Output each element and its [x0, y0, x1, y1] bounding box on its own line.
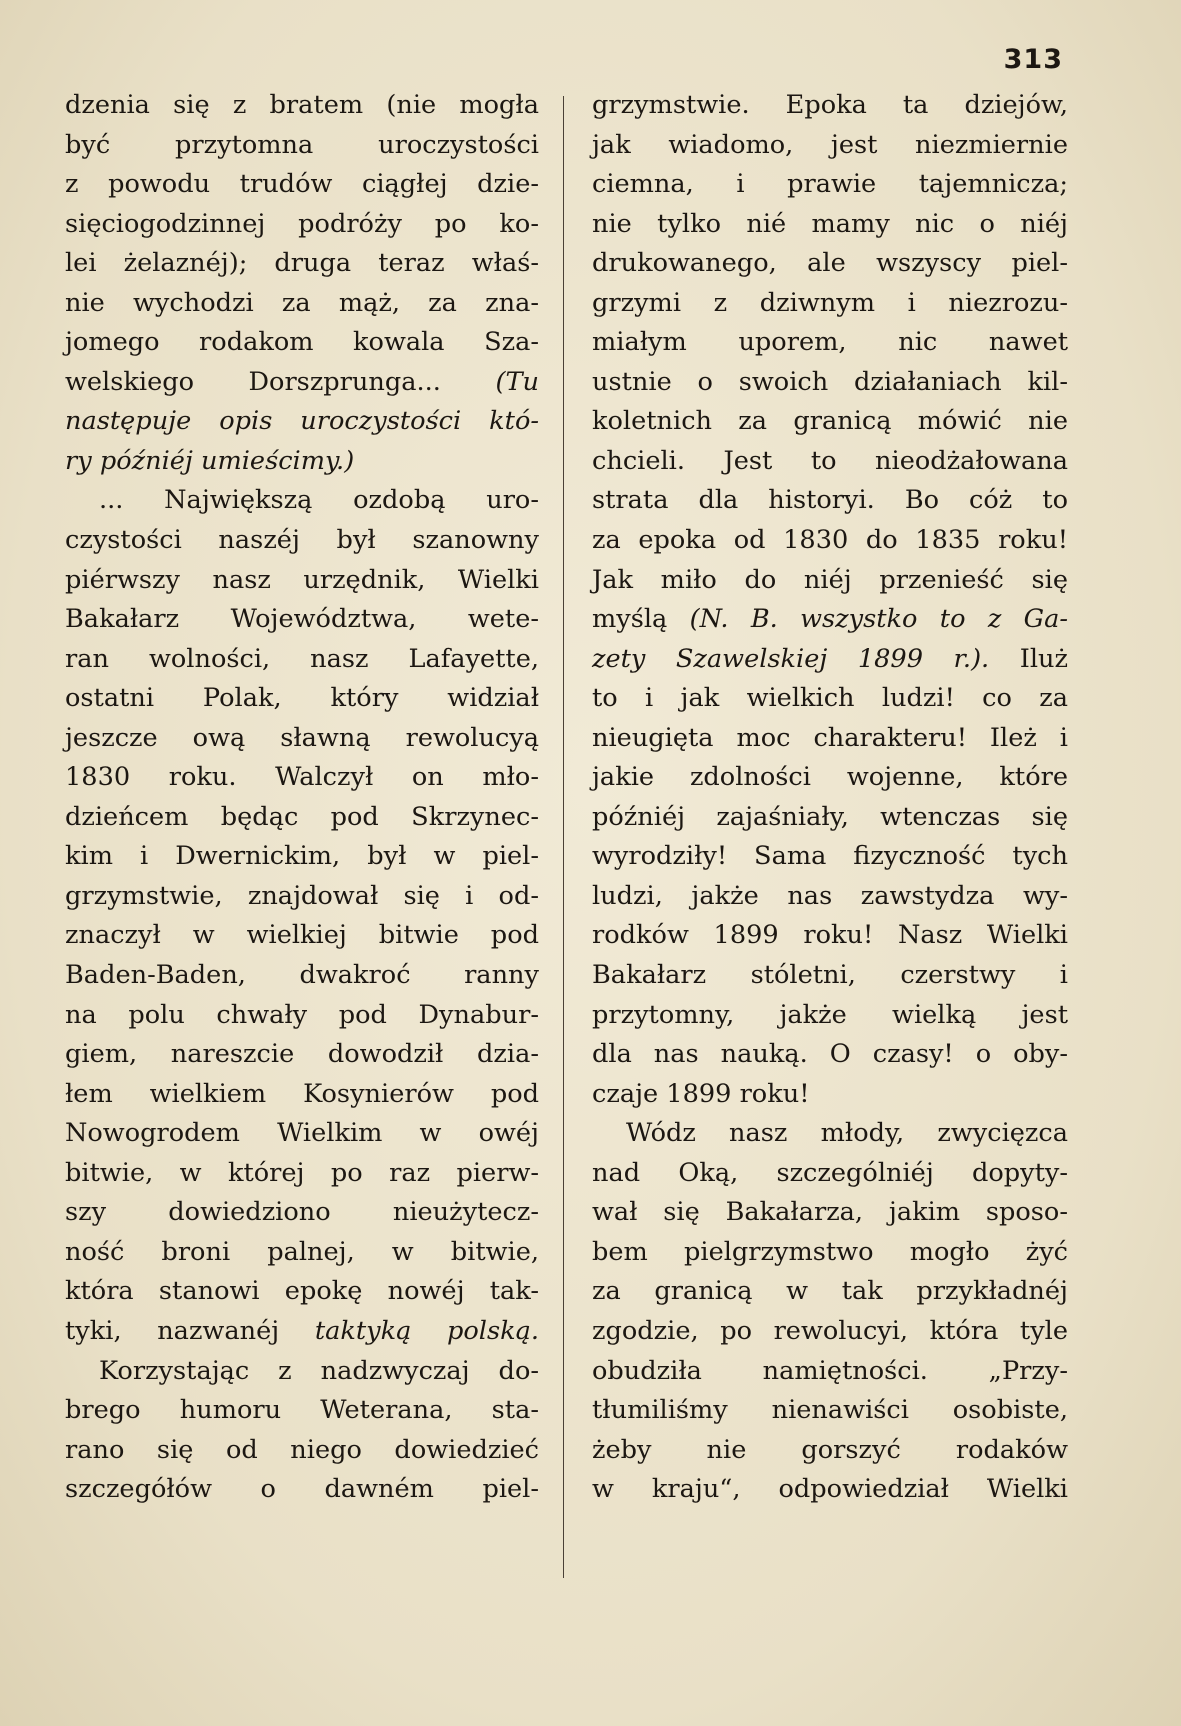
italic-text: (Tu	[495, 366, 539, 397]
text-line	[592, 165, 1068, 205]
line-text: jomego rodakom kowala Sza-	[65, 327, 539, 358]
line-text: jakie zdolności wojenne, które	[592, 762, 1068, 793]
line-text: dzieńcem będąc pod Skrzyneс-	[65, 801, 539, 832]
line-text: za epoka od 1830 do 1835 roku!	[592, 525, 1068, 556]
line-text: z powodu trudów ciągłej dzie-	[65, 169, 539, 200]
text-line	[592, 640, 1068, 680]
text-line	[65, 956, 539, 996]
text-line	[65, 679, 539, 719]
text-line	[65, 1193, 539, 1233]
line-text: Bakałarz stóletni, czerstwy i	[592, 960, 1068, 991]
line-text: być przytomna uroczystości	[65, 129, 539, 160]
line-text: grzymstwie. Epoka ta dziejów,	[592, 90, 1068, 120]
text-line	[592, 205, 1068, 245]
line-text: Wódz nasz młody, zwycięzca	[626, 1118, 1068, 1149]
line-text: piérwszy nasz urzędnik, Wielki	[65, 564, 539, 595]
line-text: tłumiliśmy nienawiści osobiste,	[592, 1395, 1068, 1426]
column-divider	[563, 96, 564, 1578]
italic-text: ry późniéj umieścimy.)	[65, 445, 355, 476]
line-text: ostatni Polak, który widział	[65, 683, 539, 714]
line-text: grzymi z dziwnym i niezrozu-	[592, 287, 1068, 318]
line-text: rodków 1899 roku! Nasz Wielki	[592, 920, 1068, 951]
text-line	[592, 1035, 1068, 1075]
line-text: ciemna, i prawie tajemnicza;	[592, 169, 1068, 200]
text-line	[65, 1233, 539, 1273]
text-line	[592, 1233, 1068, 1273]
text-line	[592, 996, 1068, 1036]
text-line	[592, 402, 1068, 442]
text-line	[592, 600, 1068, 640]
line-text: giem, nareszcie dowodził dzia-	[65, 1039, 539, 1070]
text-line	[592, 1352, 1068, 1392]
text-line	[65, 1035, 539, 1075]
line-text: która stanowi epokę nowéj tak-	[65, 1276, 539, 1307]
text-line	[65, 640, 539, 680]
text-line	[65, 916, 539, 956]
text-line	[592, 1431, 1068, 1471]
line-text: ludzi, jakże nas zawstydza wy-	[592, 880, 1068, 911]
line-text: kim i Dwernickim, był w piel-	[65, 841, 539, 872]
text-line	[65, 442, 539, 482]
line-text: zgodzie, po rewolucyi, która tyle	[592, 1315, 1068, 1346]
line-text: jeszcze ową sławną rewolucyą	[65, 722, 539, 753]
line-text: szy dowiedziono nieużytecz-	[65, 1197, 539, 1228]
line-text: brego humoru Weterana, sta-	[65, 1395, 539, 1426]
text-line	[592, 561, 1068, 601]
text-line	[592, 956, 1068, 996]
text-line	[65, 719, 539, 759]
text-line	[65, 1431, 539, 1471]
text-line	[592, 442, 1068, 482]
text-line	[65, 561, 539, 601]
line-text: za granicą w tak przykładnéj	[592, 1276, 1068, 1307]
line-text: ... Największą ozdobą uro-	[99, 485, 539, 516]
text-line	[65, 758, 539, 798]
line-text: chcieli. Jest to nieodżałowana	[592, 445, 1068, 476]
line-text: grzymstwie, znajdował się i od-	[65, 880, 539, 911]
line-text: drukowanego, ale wszyscy piel-	[592, 248, 1068, 279]
line-text: Korzystając z nadzwyczaj do-	[99, 1355, 539, 1386]
text-line	[592, 284, 1068, 324]
text-line	[592, 877, 1068, 917]
text-line	[592, 86, 1068, 126]
text-line	[65, 1470, 539, 1510]
text-line	[592, 916, 1068, 956]
text-line	[592, 1470, 1068, 1510]
line-text: Jak miło do niéj przenieść się	[592, 564, 1068, 595]
text-line	[65, 481, 539, 521]
text-line	[65, 1391, 539, 1431]
line-text: sięciogodzinnej podróży po ko-	[65, 208, 539, 239]
text-line	[65, 165, 539, 205]
text-line	[592, 521, 1068, 561]
line-text: to i jak wielkich ludzi! co za	[592, 683, 1068, 714]
text-line	[65, 244, 539, 284]
line-text: rano się od niego dowiedzieć	[65, 1434, 539, 1465]
line-text: ustnie o swoich działaniach kil-	[592, 366, 1068, 397]
line-text: ność broni palnej, w bitwie,	[65, 1236, 539, 1267]
line-text: ran wolności, nasz Lafayette,	[65, 643, 539, 674]
line-text: wał się Bakałarza, jakim sposo-	[592, 1197, 1068, 1228]
line-text: łem wielkiem Kosynierów pod	[65, 1078, 539, 1109]
line-text: dla nas nauką. O czasy! o oby-	[592, 1039, 1068, 1070]
text-line	[592, 323, 1068, 363]
text-line	[592, 1114, 1068, 1154]
text-line	[65, 284, 539, 324]
line-text: lei żelaznéj); druga teraz właś-	[65, 248, 539, 279]
line-text: strata dla historyi. Bo cóż to	[592, 485, 1068, 516]
text-line	[65, 1272, 539, 1312]
text-line	[65, 877, 539, 917]
text-line	[65, 837, 539, 877]
text-line	[592, 1272, 1068, 1312]
italic-text: taktyką polską.	[314, 1315, 540, 1346]
line-text: jak wiadomo, jest niezmiernie	[592, 129, 1068, 160]
line-text: nie wychodzi za mąż, za zna-	[65, 287, 539, 318]
line-text: nie tylko nié mamy nic o niéj	[592, 208, 1068, 239]
line-text: bem pielgrzymstwo mogło żyć	[592, 1236, 1068, 1267]
line-text: 1830 roku. Walczył on mło-	[65, 762, 539, 793]
line-text: szczegółów o dawném piel-	[65, 1474, 539, 1505]
text-line	[592, 758, 1068, 798]
text-line	[65, 126, 539, 166]
text-line	[65, 996, 539, 1036]
text-line	[592, 1312, 1068, 1352]
text-line	[65, 1154, 539, 1194]
text-line	[592, 1154, 1068, 1194]
text-line	[65, 86, 539, 126]
text-line	[592, 1193, 1068, 1233]
line-text: dzenia się z bratem (nie mogła	[65, 90, 539, 120]
italic-text: zety Szawelskiej 1899 r.).	[592, 643, 990, 674]
line-text: przytomny, jakże wielką jest	[592, 999, 1068, 1030]
line-text: Nowogrodem Wielkim w owéj	[65, 1118, 539, 1149]
text-line	[592, 1391, 1068, 1431]
text-line	[65, 205, 539, 245]
text-line	[65, 363, 539, 403]
text-line	[592, 126, 1068, 166]
line-text: późniéj zajaśniały, wtenczas się	[592, 801, 1068, 832]
text-line	[65, 402, 539, 442]
italic-text: następuje opis uroczystości któ-	[65, 406, 539, 437]
text-line	[592, 798, 1068, 838]
text-line	[592, 481, 1068, 521]
text-line	[65, 521, 539, 561]
line-text: bitwie, w której po raz pierw-	[65, 1157, 539, 1188]
text-line	[65, 600, 539, 640]
text-line	[592, 363, 1068, 403]
italic-text: (N. B. wszystko to z Ga-	[689, 604, 1068, 635]
line-text: czaje 1899 roku!	[592, 1078, 810, 1109]
text-line	[65, 798, 539, 838]
line-text: nad Oką, szczególniéj dopyty-	[592, 1157, 1068, 1188]
text-line	[65, 1312, 539, 1352]
line-text: czystości naszéj był szanowny	[65, 525, 539, 556]
line-text: znaczył w wielkiej bitwie pod	[65, 920, 539, 951]
right-text-column	[592, 86, 1068, 1510]
page-number: 313	[1003, 44, 1063, 75]
line-text: Iluż	[1019, 643, 1068, 674]
line-text: welskiego Dorszprunga...	[65, 366, 441, 397]
line-text: miałym uporem, nic nawet	[592, 327, 1068, 358]
text-line	[65, 1075, 539, 1115]
line-text: obudziła namiętności. „Przy-	[592, 1355, 1068, 1386]
text-line	[65, 1352, 539, 1392]
line-text: myślą	[592, 604, 668, 635]
line-text: w kraju“, odpowiedział Wielki	[592, 1474, 1068, 1505]
text-line	[592, 837, 1068, 877]
text-line	[65, 1114, 539, 1154]
line-text: żeby nie gorszyć rodaków	[592, 1434, 1068, 1465]
text-line	[592, 1075, 1068, 1115]
line-text: koletnich za granicą mówić nie	[592, 406, 1068, 437]
line-text: Baden-Baden, dwakroć ranny	[65, 960, 539, 991]
line-text: Bakałarz Województwa, wete-	[65, 604, 539, 635]
left-text-column	[65, 86, 539, 1510]
line-text: na polu chwały pod Dynabur-	[65, 999, 539, 1030]
line-text: wyrodziły! Sama fizyczność tych	[592, 841, 1068, 872]
text-line	[592, 719, 1068, 759]
line-text: nieugięta moc charakteru! Ileż i	[592, 722, 1068, 753]
text-line	[592, 679, 1068, 719]
text-line	[65, 323, 539, 363]
text-line	[592, 244, 1068, 284]
line-text: tyki, nazwanéj	[65, 1315, 280, 1346]
